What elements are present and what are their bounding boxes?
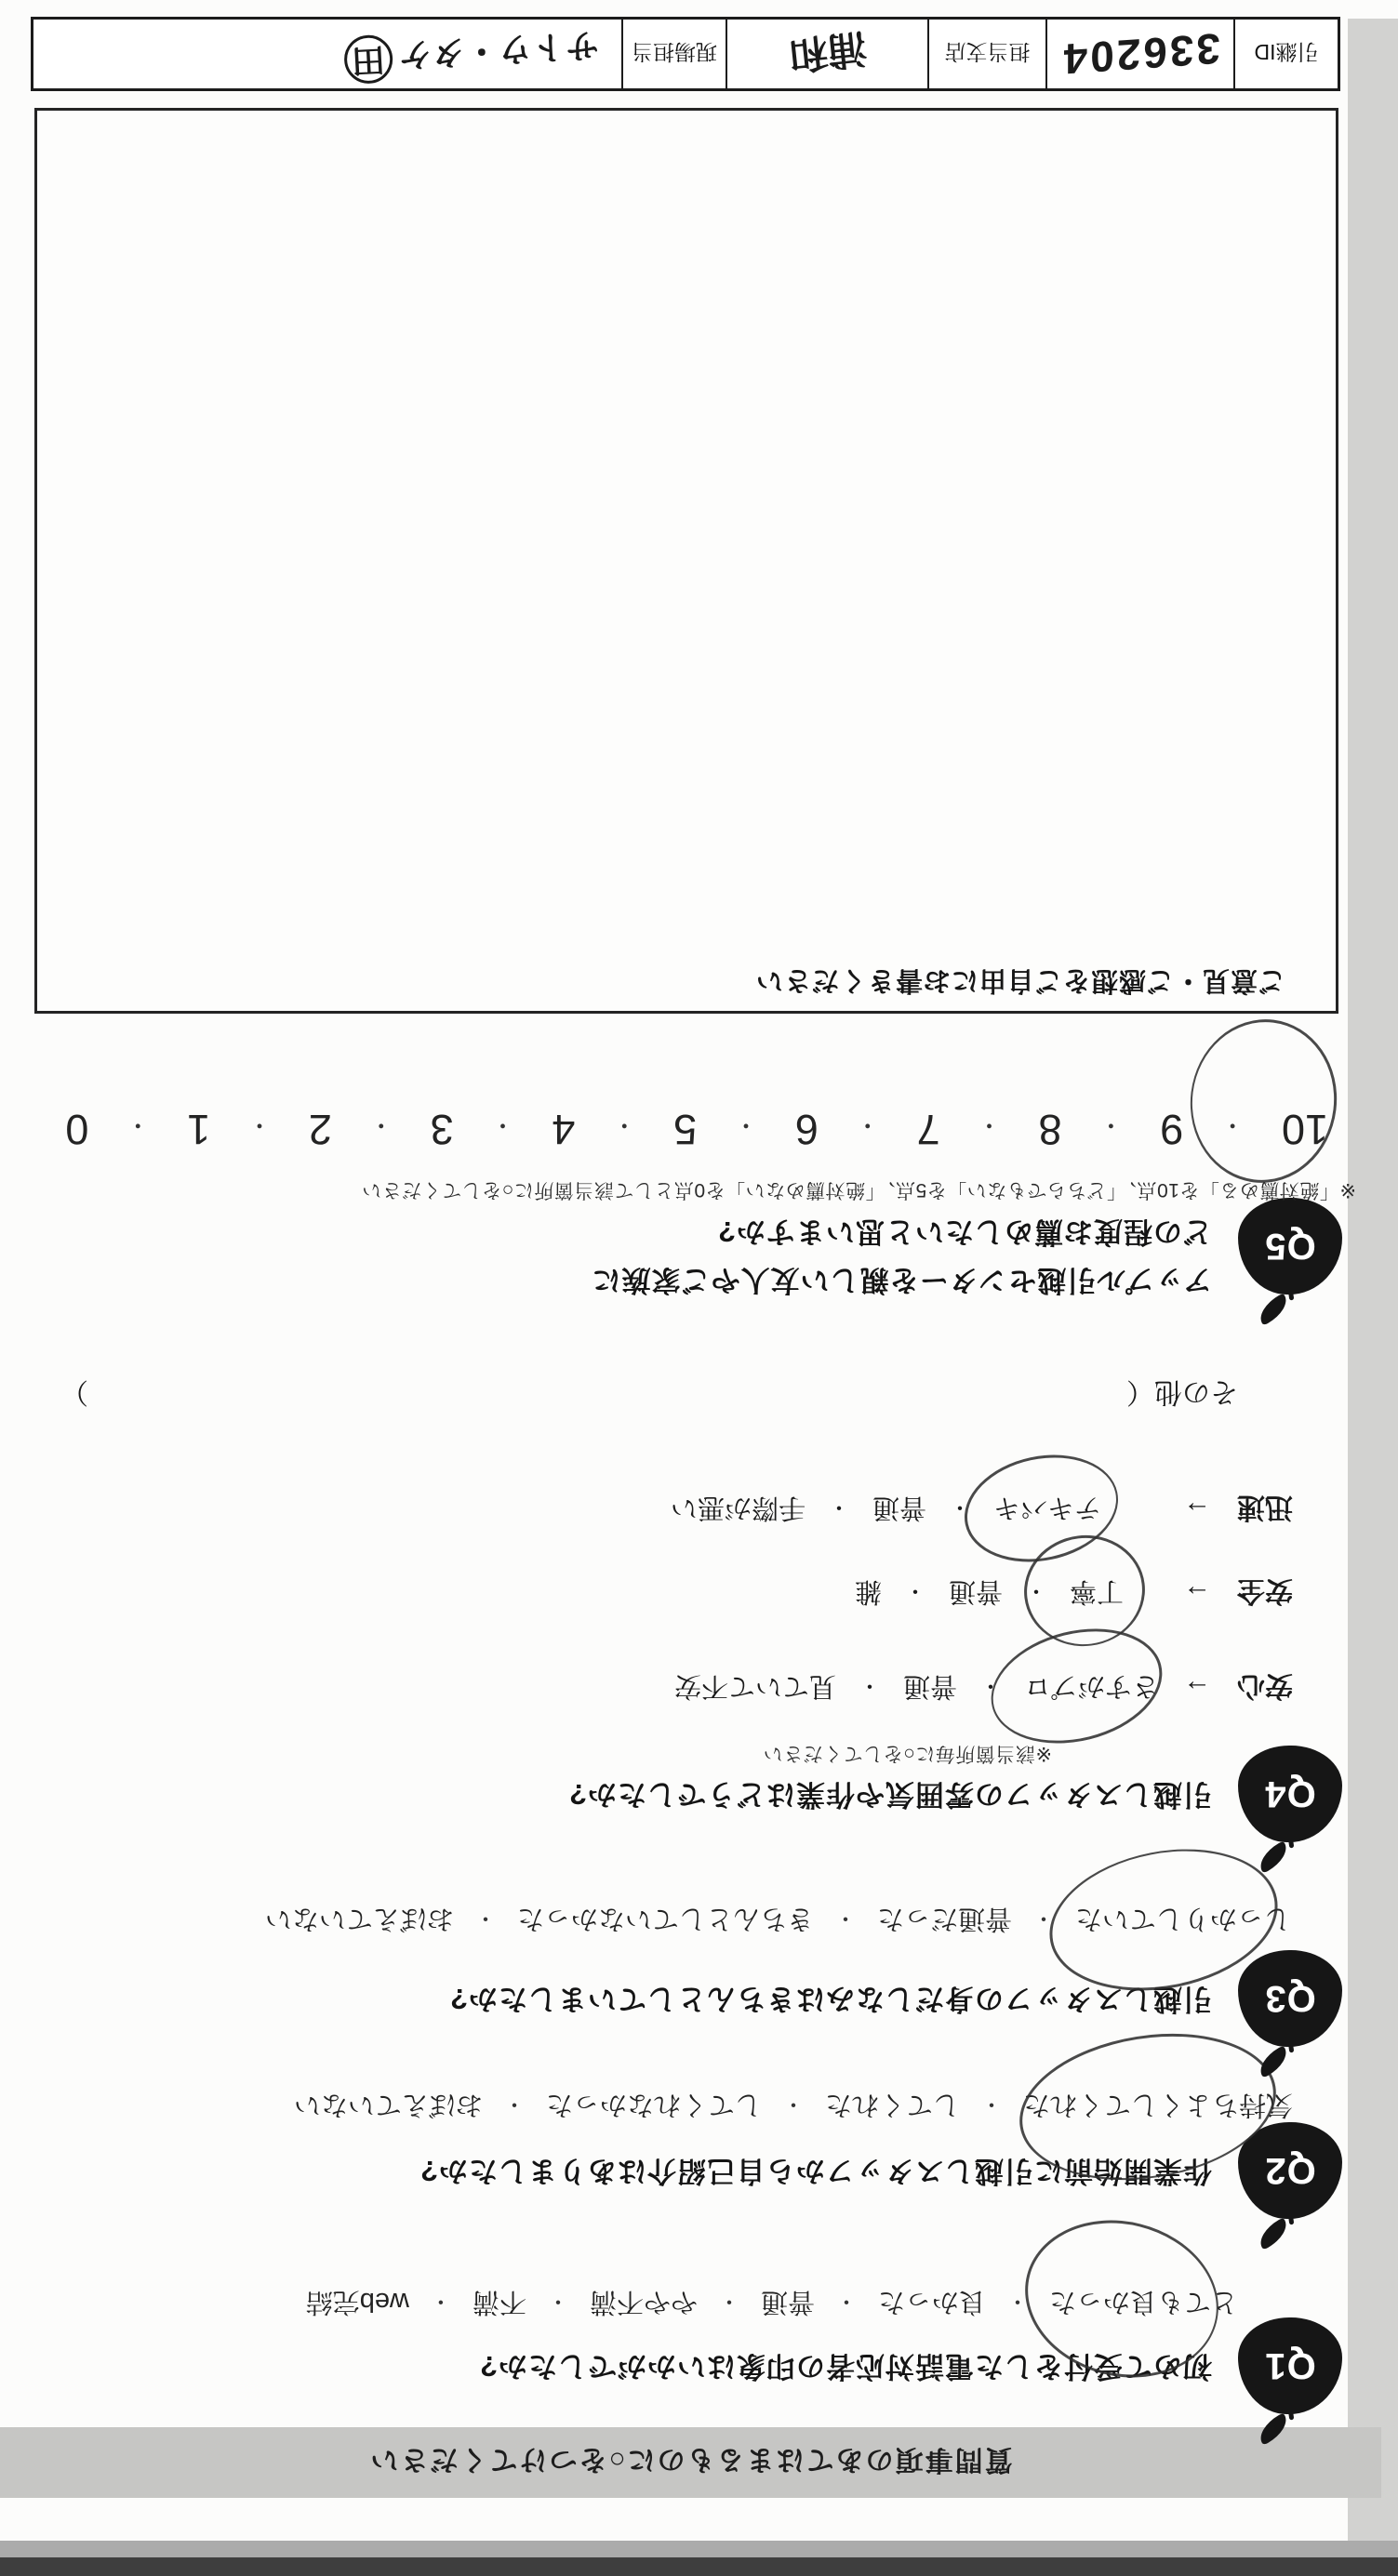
q2-question: 作業開始前に引越しスタッフから自己紹介はありましたか? (419, 2155, 1212, 2187)
q1-option-fuman: 不満 (472, 2287, 526, 2317)
staff-names-main: サトウ・タケ (396, 26, 600, 75)
staff-label-cell (621, 20, 726, 88)
separator-dot: ・ (1220, 1111, 1245, 1140)
q5-question-line2: どの程度お薦めしたいと思いますか? (717, 1215, 1212, 1248)
separator-dot: ・ (473, 1905, 497, 1931)
q3-label: Q3 (1264, 1978, 1316, 2020)
q4-jinsoku-option-tekipaki: テキパキ (992, 1493, 1101, 1523)
q4-jinsoku-option-tegiwa-warui: 手際が悪い (670, 1493, 806, 1523)
staff-label: 現場担当 (632, 40, 717, 65)
separator-dot: ・ (368, 1111, 393, 1140)
separator-dot: ・ (490, 1111, 515, 1140)
q1-option-web: web完結 (305, 2287, 409, 2317)
q4-badge-body (1238, 1746, 1342, 1842)
separator-dot: ・ (977, 1111, 1002, 1140)
q5-note: ※「絶対薦める」を10点、「どちらでもない」を5点、「絶対薦めない」を0点として該当箇所に○をしてください (361, 1179, 1356, 1201)
q5-badge-body (1238, 1198, 1342, 1295)
q4-anzen-option-teinei: 丁寧 (1069, 1576, 1124, 1607)
separator-dot: ・ (834, 2289, 858, 2314)
q4-question: 引越しスタッフの雰囲気や作業はどうでしたか? (568, 1778, 1212, 1811)
scale-2: 2 (308, 1106, 332, 1153)
q3-option-kichinto-shiteinakatta: きちんとしていなかった (516, 1904, 814, 1933)
handoff-id-handwritten: 336204 (1060, 23, 1220, 85)
scale-3: 3 (430, 1106, 454, 1153)
q4-other-close-paren: ） (60, 1376, 88, 1407)
staff-names-handwritten (343, 23, 600, 85)
separator-dot: ・ (246, 1111, 272, 1140)
q4-row-anshin (674, 1668, 1293, 1709)
separator-dot: ・ (781, 2091, 805, 2117)
scale-0: 0 (65, 1106, 89, 1153)
instructions-bar (0, 2427, 1381, 2498)
separator-dot: ・ (903, 1578, 926, 1604)
q4-note: ※該当箇所毎に○をしてください (763, 1743, 1052, 1764)
separator-dot: ・ (429, 2289, 452, 2314)
separator-dot: ・ (546, 2289, 569, 2314)
q5-badge (1238, 1196, 1342, 1319)
q2-badge-body (1238, 2122, 1342, 2219)
scale-5: 5 (673, 1106, 698, 1153)
q3-badge (1238, 1948, 1342, 2071)
branch-label: 担当支店 (944, 40, 1031, 65)
q1-badge-body (1238, 2317, 1342, 2414)
q1-label: Q1 (1264, 2345, 1316, 2387)
scale-10: 10 (1281, 1106, 1328, 1153)
scale-7: 7 (916, 1106, 940, 1153)
handoff-table (31, 17, 1340, 91)
q3-option-futsuu: 普通だった (876, 1904, 1012, 1933)
branch-handwritten: 浦和 (786, 25, 869, 78)
q1-question: 初めて受付をした電話対応者の印象はいかがでしたか? (479, 2350, 1212, 2383)
q2-badge (1238, 2120, 1342, 2243)
q1-option-totemo-yokatta: とても良かった (1048, 2287, 1238, 2317)
leaf-icon (1254, 1840, 1292, 1873)
separator-dot: ・ (833, 1905, 857, 1931)
q4-row-anzen-label: 安全 (1237, 1575, 1293, 1606)
handoff-id-label-cell (1233, 20, 1338, 88)
q3-option-oboeteinai: おぼえていない (264, 1904, 454, 1933)
q2-option-shitekurenakatta: してくれなかった (545, 2090, 762, 2119)
separator-dot: ・ (734, 1111, 759, 1140)
q2-label: Q2 (1264, 2150, 1316, 2192)
scan-side-gray (1348, 19, 1398, 2541)
scan-edge-gray (0, 2541, 1398, 2557)
q4-anshin-option-futsuu: 普通 (902, 1671, 957, 1702)
q1-option-futsuu: 普通 (760, 2287, 815, 2317)
scale-1: 1 (187, 1106, 211, 1153)
scale-8: 8 (1038, 1106, 1062, 1153)
q4-label: Q4 (1264, 1773, 1316, 1815)
q5-recommend-scale (65, 1105, 1328, 1153)
separator-dot: ・ (979, 1673, 1002, 1699)
q2-option-shitekureta: してくれた (824, 2090, 960, 2119)
comment-box (34, 108, 1338, 1014)
separator-dot: ・ (1032, 1905, 1055, 1931)
q1-badge (1238, 2316, 1342, 2438)
q4-anshin-option-fuan: 見ていて不安 (673, 1671, 836, 1702)
q3-question: 引越しスタッフの身だしなみはきちんとしていましたか? (449, 1983, 1212, 2015)
leaf-icon (1254, 2217, 1292, 2250)
separator-dot: ・ (612, 1111, 637, 1140)
branch-label-cell (927, 20, 1045, 88)
q4-badge (1238, 1744, 1342, 1866)
instructions-text: 質問事項のあてはまるものに○をつけてください (368, 2444, 1013, 2475)
q3-option-shikkari: しっかりしていた (1074, 1904, 1291, 1933)
q2-option-oboeteinai: おぼえていない (293, 2090, 483, 2119)
q4-other-label: その他（ (1126, 1376, 1238, 1407)
separator-dot: ・ (1005, 2289, 1029, 2314)
separator-dot: ・ (858, 1673, 881, 1699)
handwritten-circle-q5-score (1181, 1011, 1346, 1191)
arrow-icon: → (1183, 1579, 1211, 1610)
separator-dot: ・ (1098, 1111, 1124, 1140)
q5-label: Q5 (1264, 1226, 1316, 1268)
branch-value-cell (726, 20, 927, 88)
scan-edge-shadow (0, 2557, 1398, 2576)
separator-dot: ・ (1024, 1578, 1047, 1604)
arrow-icon: → (1183, 1495, 1211, 1526)
q4-row-jinsoku-label: 迅速 (1237, 1492, 1293, 1522)
handoff-id-value-cell (1045, 20, 1233, 88)
scale-4: 4 (552, 1106, 576, 1153)
arrow-icon: → (1183, 1674, 1211, 1705)
separator-dot: ・ (979, 2091, 1003, 2117)
q4-row-anshin-label: 安心 (1237, 1670, 1293, 1701)
handoff-id-label: 引継ID (1254, 40, 1319, 65)
separator-dot: ・ (717, 2289, 740, 2314)
q2-option-kimochiyoku: 気持ちよくしてくれた (1022, 2090, 1293, 2119)
q1-option-yokatta: 良かった (877, 2287, 986, 2317)
separator-dot: ・ (502, 2091, 526, 2117)
q4-anshin-option-sasuga-pro: さすがプロ (1023, 1671, 1159, 1702)
q4-anzen-option-futsuu: 普通 (948, 1576, 1003, 1607)
scale-6: 6 (794, 1106, 819, 1153)
scale-9: 9 (1160, 1106, 1184, 1153)
separator-dot: ・ (126, 1111, 151, 1140)
separator-dot: ・ (827, 1494, 850, 1520)
q4-jinsoku-option-futsuu: 普通 (872, 1493, 926, 1523)
q1-option-yaya-fuman: やや不満 (589, 2287, 698, 2317)
leaf-icon (1254, 1293, 1292, 1325)
separator-dot: ・ (948, 1494, 971, 1520)
comment-box-label: ご意見・ご感想をご自由にお書きください (754, 965, 1285, 995)
separator-dot: ・ (855, 1111, 880, 1140)
staff-name-circled-char: 田 (343, 33, 394, 85)
q5-question-line1: アップル引越センターを親しい友人やご家族に (591, 1264, 1212, 1296)
q3-badge-body (1238, 1950, 1342, 2047)
q4-anzen-option-zatsu: 雑 (854, 1576, 882, 1607)
staff-value-cell (33, 20, 621, 88)
